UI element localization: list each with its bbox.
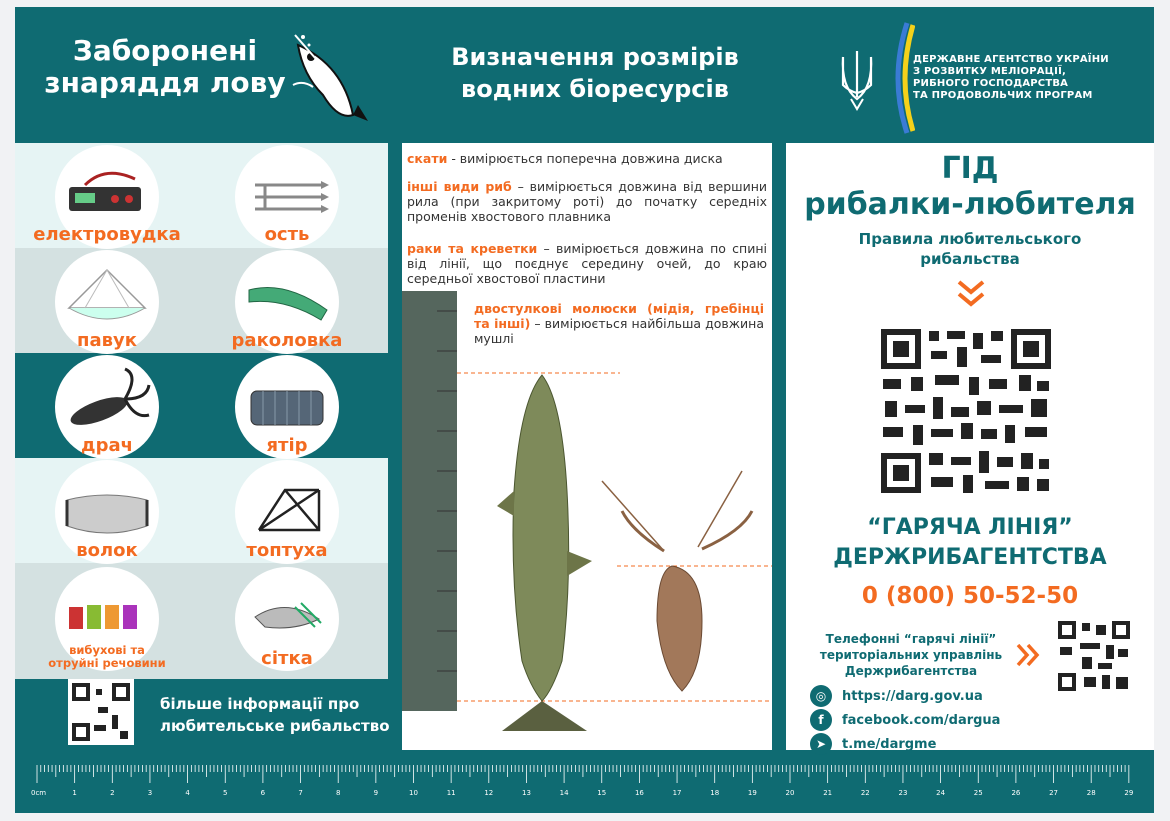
measurement-desc: - вимірюється поперечна довжина диска <box>447 151 723 166</box>
ruler-number: 3 <box>147 789 153 797</box>
regional-hotlines-text <box>806 631 1016 679</box>
title-line: Визначення розмірів <box>451 43 739 71</box>
ruler-number: 4 <box>185 789 190 797</box>
tool-label: ость <box>264 224 310 245</box>
hotline-phone[interactable]: 0 (800) 50-52-50 <box>861 583 1079 609</box>
ruler-number: 5 <box>223 789 228 797</box>
pike-crayfish-illustration <box>402 291 772 750</box>
link-text: facebook.com/dargua <box>842 712 1001 728</box>
info-line: більше інформації про <box>160 695 360 713</box>
tool-label: електровудка <box>33 224 181 245</box>
measurement-desc: – вимірюється довжина по спині від лінії, що поєднує середину очей, до краю середньої хвостової пластини <box>407 241 767 286</box>
ruler-unit-label: 0cm <box>31 789 47 797</box>
info-line: любительське рибальство <box>160 717 390 735</box>
ruler-number: 6 <box>260 789 266 797</box>
ruler-number: 27 <box>1049 789 1059 797</box>
tool-label: ятір <box>266 435 308 456</box>
tool-label-line: вибухові та <box>69 643 145 657</box>
measurement-desc: – вимірюється найбільша довжина мушлі <box>474 316 764 346</box>
title-line: водних біоресурсів <box>461 75 729 103</box>
ruler-number: 10 <box>409 789 418 797</box>
ruler-number: 29 <box>1124 789 1134 797</box>
telegram-link[interactable] <box>810 733 936 755</box>
ruler-number: 2 <box>110 789 115 797</box>
tool-label: раколовка <box>231 330 343 351</box>
hotline-title-line: “ГАРЯЧА ЛІНІЯ” <box>867 515 1073 540</box>
guide-subtitle-line: Правила любительського <box>858 230 1082 248</box>
title-line: Заборонені <box>72 34 258 67</box>
agency-name <box>913 54 1109 102</box>
trident-emblem-icon <box>835 47 879 111</box>
ruler-number: 16 <box>634 789 644 797</box>
facebook-link[interactable] <box>810 709 1000 731</box>
ruler-number: 19 <box>747 789 757 797</box>
link-text: https://darg.gov.ua <box>842 688 983 704</box>
tool-label: драч <box>81 435 133 456</box>
ruler-number: 14 <box>559 789 569 797</box>
measurement-key: раки та креветки <box>407 241 538 256</box>
agency-arc-icon <box>885 19 915 137</box>
agency-line: ДЕРЖАВНЕ АГЕНТСТВО УКРАЇНИ <box>913 54 1109 65</box>
ruler-number: 25 <box>973 789 983 797</box>
qr-code-icon[interactable] <box>877 325 1055 497</box>
website-link[interactable] <box>810 685 983 707</box>
guide-subtitle <box>786 229 1154 269</box>
hotline-title-line: ДЕРЖРИБАГЕНТСТВА <box>833 545 1107 570</box>
tool-label: волок <box>76 540 138 561</box>
ruler-number: 9 <box>373 789 379 797</box>
ruler-number: 1 <box>72 789 77 797</box>
forbidden-tools-panel <box>15 143 388 679</box>
tool-label: павук <box>77 330 137 351</box>
ruler-number: 7 <box>298 789 303 797</box>
measurement-panel <box>402 143 772 750</box>
agency-line: З РОЗВИТКУ МЕЛІОРАЦІЇ, <box>913 66 1066 77</box>
hotline-title <box>786 513 1154 573</box>
ruler-number: 22 <box>860 789 870 797</box>
measurement-rays <box>407 151 767 166</box>
measurement-desc: – вимірюється довжина від вершини рила (при закритому роті) до початку середніх променів хвостового плавника <box>407 179 767 224</box>
agency-line: РИБНОГО ГОСПОДАРСТВА <box>913 78 1069 89</box>
ruler-number: 24 <box>936 789 946 797</box>
more-info-text <box>160 693 390 737</box>
ruler-number: 21 <box>823 789 833 797</box>
ruler-number: 28 <box>1086 789 1096 797</box>
crossed-fish-icon <box>283 25 373 125</box>
ruler-number: 26 <box>1011 789 1021 797</box>
measurement-crayfish <box>407 241 767 286</box>
size-title <box>435 41 755 105</box>
tool-label: топтуха <box>246 540 328 561</box>
ruler-number: 15 <box>597 789 607 797</box>
guide-title-line: ГІД <box>941 151 999 186</box>
tool-label: сітка <box>261 648 313 669</box>
tool-label <box>22 644 192 670</box>
guide-sheet <box>15 7 1154 813</box>
header <box>15 7 1154 143</box>
measurement-fish <box>407 179 767 224</box>
qr-code-icon[interactable] <box>1056 619 1132 693</box>
measurement-key: двостулкові молюски (мідія, гребінці та інші) <box>474 301 764 331</box>
measurement-key: скати <box>407 151 448 166</box>
regional-line: територіальних управлінь <box>819 648 1003 662</box>
ruler-number: 18 <box>710 789 720 797</box>
guide-subtitle-line: рибальства <box>920 250 1020 268</box>
tool-label-line: отруйні речовини <box>48 656 166 670</box>
link-text: t.me/dargme <box>842 736 937 752</box>
ruler-number: 8 <box>335 789 341 797</box>
ruler-number: 20 <box>785 789 795 797</box>
measurement-key: інші види риб <box>407 179 512 194</box>
ruler-number: 11 <box>446 789 456 797</box>
regional-line: Телефонні “гарячі лінії” <box>825 632 997 646</box>
ruler-number: 12 <box>484 789 494 797</box>
telegram-icon: ➤ <box>810 733 832 755</box>
qr-code-icon[interactable] <box>68 679 134 745</box>
ruler-number: 17 <box>672 789 682 797</box>
forbidden-gear-title <box>35 35 295 99</box>
guide-title-line: рибалки-любителя <box>804 187 1136 222</box>
agency-line: ТА ПРОДОВОЛЬЧИХ ПРОГРАМ <box>913 90 1093 101</box>
ruler-number: 23 <box>898 789 908 797</box>
ruler-scale <box>15 755 1154 813</box>
guide-panel <box>786 143 1154 750</box>
globe-icon: ◎ <box>810 685 832 707</box>
title-line: знаряддя лову <box>44 66 286 99</box>
chevron-double-right-icon <box>1015 642 1041 668</box>
facebook-icon: f <box>810 709 832 731</box>
regional-line: Держрибагентства <box>844 664 978 678</box>
chevron-double-down-icon <box>955 279 987 309</box>
ruler-number: 13 <box>521 789 531 797</box>
measuring-ruler <box>15 755 1154 813</box>
guide-title <box>786 151 1154 223</box>
